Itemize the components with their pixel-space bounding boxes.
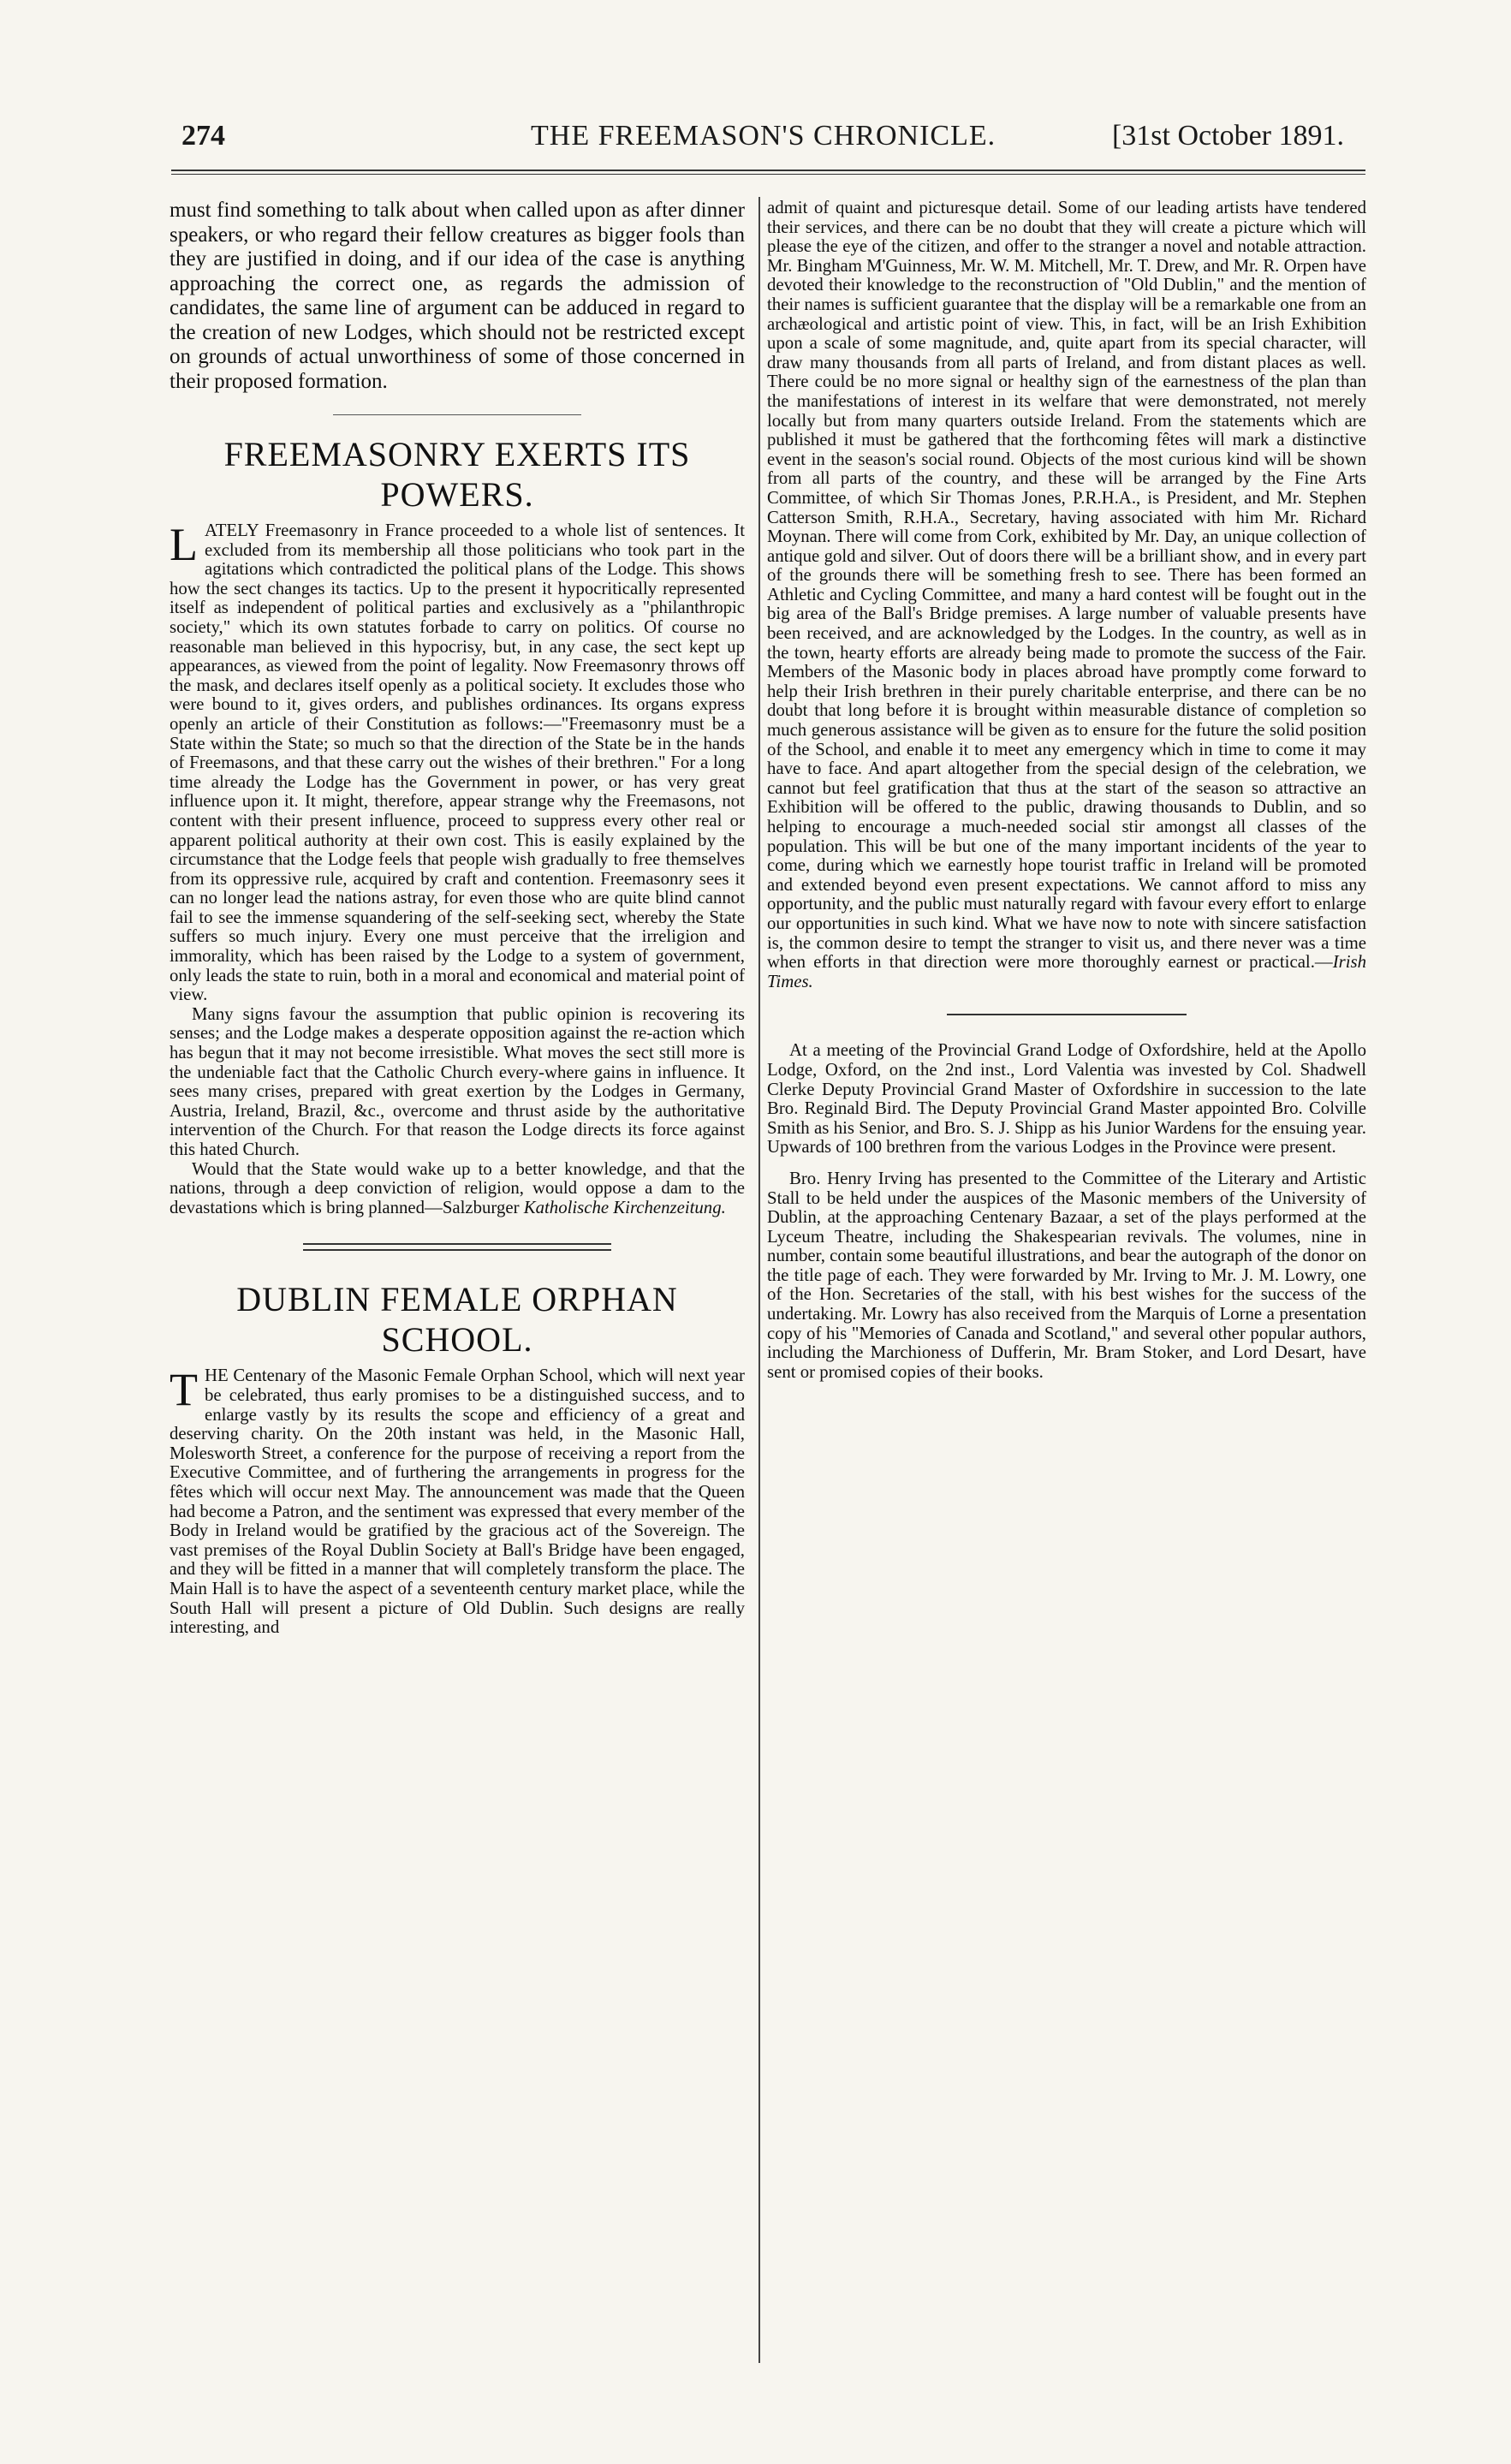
page-number: 274 [181, 120, 225, 152]
section-divider [303, 1243, 611, 1255]
source-citation: Irish Times. [767, 952, 1366, 991]
section-title-freemasonry: FREEMASONRY EXERTS ITS POWERS. [223, 435, 691, 514]
article-text: HE Centenary of the Masonic Female Orphan School, which will next year be celebrated, thus early promises to be a distinguished success, and to enlarge vastly by its results the scope and efficiency of a great and deserving charity. On the 20th instant was held, in the Masonic Hall, Molesworth Street, a conference for the purpose of receiving a report from the Executive Committee, and of furthering the arrangements in progress for the fêtes which will occur next May. The announcement was made that the Queen had become a Patron, and the sentiment was expressed that every member of the Body in Ireland would be gratified by the gracious act of the Sovereign. The vast premises of the Royal Dublin Society at Ball's Bridge have been engaged, and they will be fitted in a manner that will completely transform the place. The Main Hall is to have the aspect of a seventeenth century market place, while the South Hall will present a picture of Old Dublin. Such designs are really interesting, and [170, 1366, 745, 1638]
article-paragraph: Many signs favour the assumption that public opinion is recovering its senses; and the Lodge makes a desperate opposition against the re-action which has begun that it may not become irresistible. What moves the sect still more is the undeniable fact that the Catholic Church every-where gains in influence. It sees many crises, prepared with great exertion by the Lodges in Germany, Austria, Ireland, Brazil, &c., overcome and thrust aside by the authoritative intervention of the Church. For that reason the Lodge directs its force against this hated Church. [170, 1003, 745, 1159]
header-rule [171, 170, 1365, 175]
article-text: ATELY Freemasonry in France proceeded to a whole list of sentences. It excluded from its membership all those politicians who took part in the agitations which contradicted the political plans of the Lodge. This shows how the sect changes its tactics. Up to the present it hypocritically represented itself as independent of political parties and exclusively as a "philanthropic society," which its own statutes forbade to carry on politics. Of course no reasonable man believed in this hypocrisy, but, in any case, the sect kept up appearances, as viewed from the point of legality. Now Freemasonry throws off the mask, and declares itself openly as a political society. It excludes those who were bound to it, gives orders, and publishes ordinances. Its organs express openly an article of their Constitution as follows:—"Freemasonry must be a State within the State; so much so that the direction of the State be in the hands of Freemasons, and that these carry out the wishes of their brethren." For a long time already the Lodge has the Government in power, or has very great influence upon it. It might, therefore, appear strange why the Freemasons, not content with their present influence, proceed to suppress every other real or apparent political authority at their own cost. This is easily explained by the circumstance that the Lodge feels that people wish gradually to free themselves from its oppressive rule, acquired by craft and contention. Freemasonry sees it can no longer lead the nations astray, for even those who are quite blind cannot fail to see the immense squandering of the self-seeking sect, whereby the State suffers so much injury. Every one must perceive that the irreligion and immorality, which has been raised by the Lodge to a system of government, only leads the state to ruin, both in a moral and economical and material point of view. [170, 521, 745, 1005]
article-text: admit of quaint and picturesque detail. Some of our leading artists have tendered their services, and there can be no doubt that they will create a picture which will please the eye of the citizen, and offer to the stranger a novel and notable attraction. Mr. Bingham M'Guinness, Mr. W. M. Mitchell, Mr. T. Drew, and Mr. R. Orpen have devoted their knowledge to the reconstruction of "Old Dublin," and the mention of their names is sufficient guarantee that the display will be a remarkable one from an archæological and artistic point of view. This, in fact, will be an Irish Exhibition upon a scale of some magnitude, and, quite apart from its special character, will draw many thousands from all parts of Ireland, and from distant places as well. There could be no more signal or healthy sign of the earnestness of the plan than the manifestations of interest in its welfare that were demonstrated, not merely locally but from many quarters outside Ireland. From the statements which are published it must be gathered that the forthcoming fêtes will mark a distinctive event in the season's social round. Objects of the most curious kind will be shown from all parts of the country, and these will be arranged by the Fine Arts Committee, of which Sir Thomas Jones, P.R.H.A., is President, and Mr. Stephen Catterson Smith, R.H.A., Secretary, having associated with him Mr. Richard Moynan. There will come from Cork, exhibited by Mr. Day, an unique collection of antique gold and silver. Out of doors there will be a brilliant show, and in every part of the grounds there will be something fresh to see. There has been formed an Athletic and Cycling Committee, and many a hard contest will be fought out in the big area of the Ball's Bridge premises. A large number of valuable presents have been received, and are acknowledged by the Lodges. In the country, as well as in the town, hearty efforts are already being made to promote the success of the Fair. Members of the Masonic body in places abroad have promptly come forward to help their Irish brethren in their purely charitable enterprise, and there can be no doubt that long before it is brought within measurable distance of completion so much generous assistance will be given as to ensure for the future the solid position of the School, and enable it to meet any emergency which in time to come it may have to face. And apart altogether from the special design of the celebration, we cannot but feel gratification that thus at the start of the season so attractive an Exhibition will be offered to the public, drawing thousands to Dublin, and so helping to encourage a much-needed social stir amongst all classes of the population. This will be but one of the many important incidents of the year to come, during which we earnestly hope tourist traffic in Ireland will be promoted and extended beyond even present expectations. We cannot afford to miss any opportunity, and the public must naturally regard with favour every effort to enlarge our opportunities in such kind. What we have now to note with sincere satisfaction is, the common desire to tempt the stranger to visit us, and there never was a time when efforts in that direction were more thoroughly earnest or practical.— [767, 198, 1367, 973]
column-divider [758, 197, 760, 2363]
lead-paragraph: must find something to talk about when called upon as after dinner speakers, or who regard their fellow creatures as bigger fools than they are justified in doing, and if our idea of the case is anything approaching the correct one, as regards the admission of candidates, the same line of argument can be adduced in regard to the creation of new Lodges, which should not be restricted except on grounds of actual unworthiness of some of those concerned in their proposed formation. [170, 199, 745, 393]
source-citation: Katholische Kirchenzeitung. [523, 1197, 726, 1217]
article-paragraph: At a meeting of the Provincial Grand Lodge of Oxfordshire, held at the Apollo Lodge, Oxford, on the 2nd inst., Lord Valentia was invested by Col. Shadwell Clerke Deputy Provincial Grand Master of Oxfordshire in succession to the late Bro. Reginald Bird. The Deputy Provincial Grand Master appointed Bro. Colville Smith as his Senior, and Bro. S. J. Shipp as his Junior Wardens for the ensuing year. Upwards of 100 brethren from the various Lodges in the Province were present. [767, 1040, 1366, 1158]
publication-title: THE FREEMASON'S CHRONICLE. [531, 120, 996, 152]
drop-cap: T [170, 1364, 198, 1416]
article-paragraph [170, 521, 745, 1005]
article-paragraph [767, 199, 1366, 991]
page-header [171, 120, 1370, 163]
article-paragraph [170, 1366, 745, 1637]
article-paragraph [170, 1160, 745, 1218]
right-column [767, 199, 1366, 1382]
section-divider [947, 1014, 1187, 1015]
issue-date: [31st October 1891. [1111, 120, 1344, 152]
drop-cap: L [170, 519, 198, 570]
article-text: Would that the State would wake up to a better knowledge, and that the nations, through a deep conviction of religion, would oppose a dam to the devastations which is bring planned—Salzburger [170, 1158, 745, 1217]
section-title-orphan-school: DUBLIN FEMALE ORPHAN SCHOOL. [236, 1280, 678, 1360]
spacer [767, 1158, 1366, 1170]
article-paragraph: Bro. Henry Irving has presented to the Committee of the Literary and Artistic Stall to be held under the auspices of the Masonic members of the University of Dublin, at the approaching Centenary Bazaar, a set of the plays performed at the Lyceum Theatre, including the Shakespearian revivals. The volumes, nine in number, contain some beautiful illustrations, and bear the autograph of the donor on the title page of each. They were forwarded by Mr. Irving to Mr. J. M. Lowry, one of the Hon. Secretaries of the stall, with his best wishes for the success of the undertaking. Mr. Lowry has also received from the Marquis of Lorne a presentation copy of his "Memories of Canada and Scotland," and several other popular authors, including the Marchioness of Dufferin, Mr. Bram Stoker, and Lord Desart, have sent or promised copies of their books. [767, 1168, 1366, 1382]
section-divider [333, 414, 581, 415]
left-column [170, 199, 745, 1638]
